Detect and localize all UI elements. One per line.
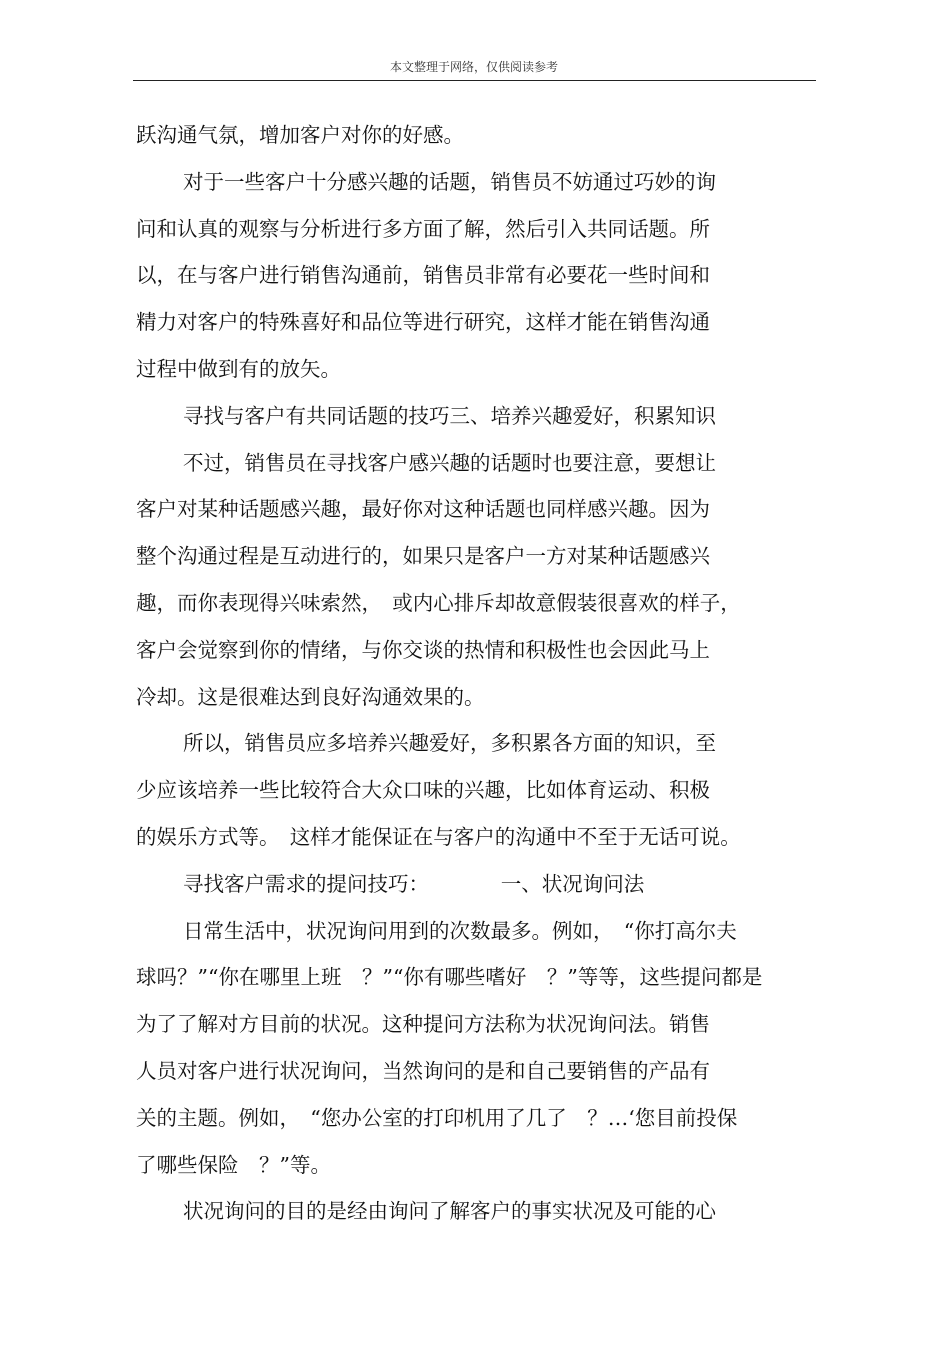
text-line: 的娱乐方式等。 这样才能保证在与客户的沟通中不至于无话可说。 [136, 824, 741, 849]
text-line: 精力对客户的特殊喜好和品位等进行研究，这样才能在销售沟通 [136, 310, 710, 335]
text-line: 客户会觉察到你的情绪，与你交谈的热情和积极性也会因此马上 [136, 637, 710, 662]
text-line: 客户对某种话题感兴趣，最好你对这种话题也同样感兴趣。因为 [136, 497, 710, 522]
text-line: 为了了解对方目前的状况。这种提问方法称为状况询问法。销售 [136, 1012, 710, 1037]
text-line: 以，在与客户进行销售沟通前，销售员非常有必要花一些时间和 [136, 263, 710, 288]
text-line: 球吗？”“你在哪里上班 ？”“你有哪些嗜好 ？”等等，这些提问都是 [136, 965, 763, 990]
document-body [136, 112, 816, 1235]
text-line: 所以，销售员应多培养兴趣爱好，多积累各方面的知识，至 [183, 731, 716, 756]
text-line: 寻找与客户有共同话题的技巧三、培养兴趣爱好，积累知识 [183, 403, 716, 428]
text-line: 不过，销售员在寻找客户感兴趣的话题时也要注意，要想让 [183, 450, 716, 475]
text-line: 趣，而你表现得兴味索然， 或内心排斥却故意假装很喜欢的样子， [136, 590, 741, 615]
text-line: 冷却。这是很难达到良好沟通效果的。 [136, 684, 485, 709]
text-line: 过程中做到有的放矢。 [136, 356, 341, 381]
text-line: 问和认真的观察与分析进行多方面了解，然后引入共同话题。所 [136, 216, 710, 241]
header-divider [133, 80, 816, 81]
text-line: 对于一些客户十分感兴趣的话题，销售员不妨通过巧妙的询 [183, 169, 716, 194]
text-line: 了哪些保险 ？”等。 [136, 1152, 331, 1177]
text-line: 少应该培养一些比较符合大众口味的兴趣，比如体育运动、积极 [136, 778, 710, 803]
text-line: 跃沟通气氛，增加客户对你的好感。 [136, 123, 464, 147]
text-line: 整个沟通过程是互动进行的，如果只是客户一方对某种话题感兴 [136, 544, 710, 569]
page-header: 本文整理于网络，仅供阅读参考 [389, 60, 558, 74]
text-line: 人员对客户进行状况询问，当然询问的是和自己要销售的产品有 [136, 1058, 710, 1083]
text-line: 状况询问的目的是经由询问了解客户的事实状况及可能的心 [183, 1199, 716, 1224]
text-line: 寻找客户需求的提问技巧： 一、状况询问法 [183, 871, 645, 896]
text-line: 日常生活中，状况询问用到的次数最多。例如， “你打高尔夫 [183, 918, 737, 943]
text-line: 关的主题。例如， “您办公室的打印机用了几了 ？…‘您目前投保 [136, 1105, 738, 1130]
